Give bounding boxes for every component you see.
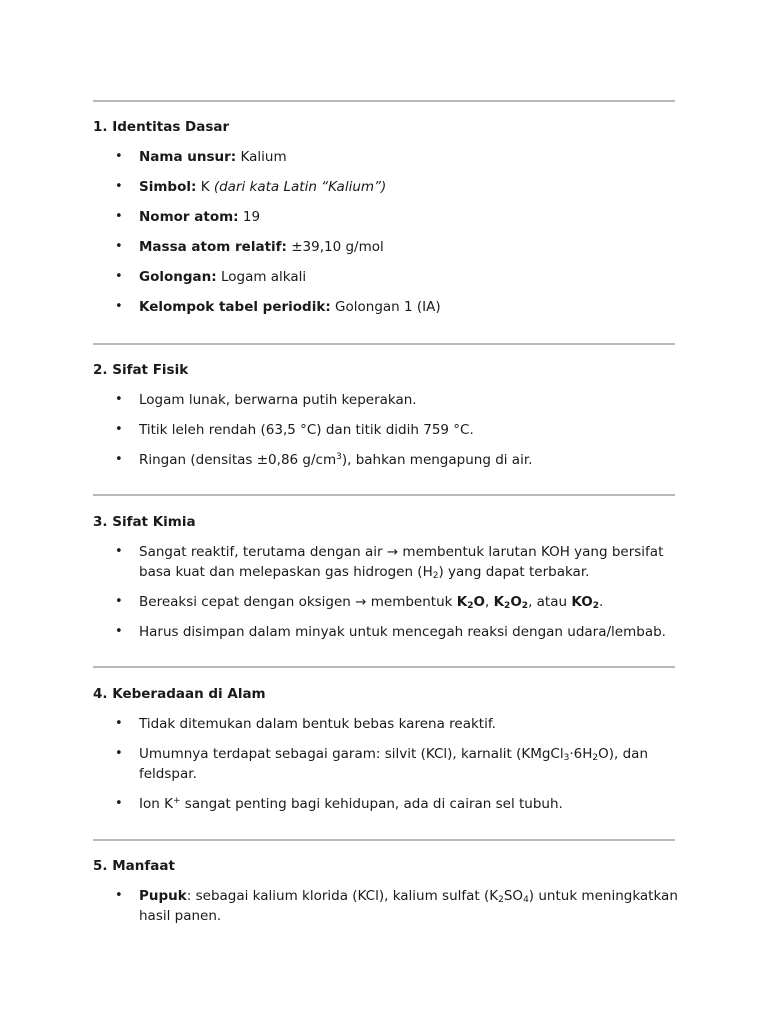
bullet-list [93,714,683,814]
section-keberadaan-di-alam [93,685,683,824]
section-sifat-kimia [93,513,683,652]
divider [93,666,675,668]
divider [93,494,675,496]
section-heading: 4. Keberadaan di Alam [93,686,266,702]
list-item: • Tidak ditemukan dalam bentuk bebas karena reaktif. [93,714,683,734]
section-manfaat [93,857,683,936]
list-item: • Ringan (densitas ±0,86 $g/cm^3$), bahkan mengapung di air. [93,450,683,470]
list-item: • Nama unsur: Kalium [93,147,683,167]
bullet-list [93,886,683,926]
bullet-list [93,542,683,642]
section-heading: 5. Manfaat [93,858,175,874]
section-heading: 3. Sifat Kimia [93,514,196,530]
divider [93,839,675,841]
divider [93,100,675,102]
list-item: • Pupuk: sebagai kalium klorida (KCl), kalium sulfat $(K_2SO_4)$ untuk meningkatkan hasil panen. [93,886,683,926]
section-heading: 1. Identitas Dasar [93,119,230,135]
section-heading: 2. Sifat Fisik [93,362,189,378]
list-item: • Simbol: K (dari kata Latin “Kalium”) [93,177,683,197]
list-item: • Titik leleh rendah (63,5 °C) dan titik didih 759 °C. [93,420,683,440]
section-sifat-fisik [93,361,683,480]
list-item: • Massa atom relatif: ±39,10 g/mol [93,237,683,257]
list-item: • Bereaksi cepat dengan oksigen → membentuk $K_2O$, $K_2O_2$, atau $KO_2$. [93,592,683,612]
list-item: • Golongan: Logam alkali [93,267,683,287]
list-item: • Kelompok tabel periodik: Golongan 1 (IA) [93,297,683,317]
bullet-list [93,147,683,317]
list-item: • Ion K+ sangat penting bagi kehidupan, ada di cairan sel tubuh. [93,794,683,814]
list-item: • Nomor atom: 19 [93,207,683,227]
list-item: • Harus disimpan dalam minyak untuk mencegah reaksi dengan udara/lembab. [93,622,683,642]
list-item: • Logam lunak, berwarna putih keperakan. [93,390,683,410]
list-item: • Umumnya terdapat sebagai garam: silvit (KCl), karnalit $(KMgCl_3\cdot 6H_2O)$, dan feldspar. [93,744,683,784]
section-identitas-dasar [93,118,683,327]
divider [93,343,675,345]
list-item: • Sangat reaktif, terutama dengan air → membentuk larutan KOH yang bersifat basa kuat dan melepaskan gas hidrogen $(H_2)$ yang dapat terbakar. [93,542,683,582]
bullet-list [93,390,683,470]
